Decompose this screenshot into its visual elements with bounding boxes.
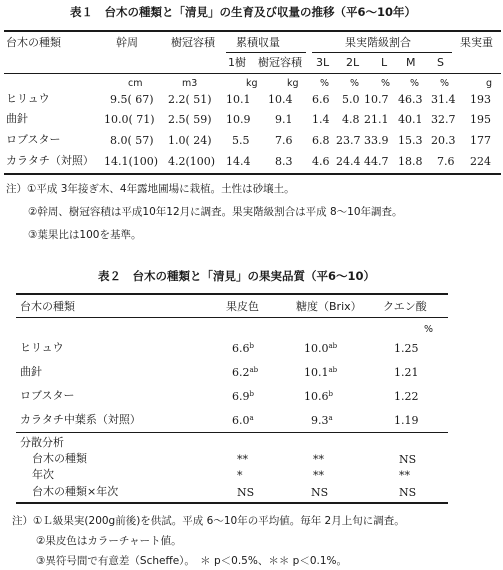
t1-unit-s: % bbox=[440, 78, 450, 89]
t1-cell-s: 20.3 bbox=[431, 134, 456, 147]
t1-header-grade: 果実階級割合 bbox=[345, 36, 411, 49]
t1-header-weight: 果実重 bbox=[460, 36, 493, 49]
t1-cell-m: 40.1 bbox=[398, 113, 423, 126]
t1-header-rule bbox=[4, 73, 501, 74]
t1-cell-canopy: 4.2(100) bbox=[168, 155, 216, 168]
t1-header-grade-2l: 2L bbox=[346, 56, 360, 69]
t1-bottom-rule bbox=[4, 173, 501, 175]
t2-header-acid: クエン酸 bbox=[383, 300, 427, 313]
t2-cell-brix: 10.6$^b$ bbox=[304, 390, 333, 403]
t1-cell-2l: 5.0 bbox=[342, 93, 360, 106]
t1-unit-yield1: kg bbox=[246, 78, 258, 89]
t2-anova-acid: NS bbox=[399, 453, 417, 466]
t2-row-name: 曲針 bbox=[20, 365, 42, 378]
t1-cell-yield2: 10.4 bbox=[268, 93, 293, 106]
t2-anova-brix: ** bbox=[313, 453, 324, 466]
t1-unit-m: % bbox=[410, 78, 420, 89]
t1-cell-yield1: 10.1 bbox=[226, 93, 251, 106]
t1-cell-m: 46.3 bbox=[398, 93, 423, 106]
t1-cell-weight: 195 bbox=[470, 113, 491, 126]
t1-cell-m: 18.8 bbox=[398, 155, 423, 168]
t2-note-1: 注）①Ｌ級果実(200g前後)を供試。平成 6～10年の平均値。毎年 2月上旬に調査。 bbox=[12, 515, 405, 527]
table2-title: 表２ 台木の種類と「清見」の果実品質（平6～10） bbox=[98, 269, 376, 283]
t1-cell-3l: 6.6 bbox=[312, 93, 330, 106]
t1-grade-subrule bbox=[312, 52, 452, 53]
t1-cell-s: 32.7 bbox=[431, 113, 456, 126]
t1-cell-yield1: 10.9 bbox=[226, 113, 251, 126]
t2-header-brix: 糖度（Brix） bbox=[296, 300, 362, 313]
t1-cell-canopy: 2.5( 59) bbox=[168, 113, 212, 126]
t1-row-name: 曲針 bbox=[6, 112, 28, 125]
t2-cell-acid: 1.22 bbox=[394, 390, 419, 403]
t1-cell-2l: 23.7 bbox=[336, 134, 361, 147]
t1-cell-l: 10.7 bbox=[364, 93, 389, 106]
t1-cell-m: 15.3 bbox=[398, 134, 423, 147]
t1-cell-3l: 4.6 bbox=[312, 155, 330, 168]
t1-header-yield-canopy: 樹冠容積 bbox=[258, 56, 302, 69]
t1-cell-3l: 1.4 bbox=[312, 113, 330, 126]
t1-cell-s: 7.6 bbox=[437, 155, 455, 168]
t2-anova-acid: NS bbox=[399, 486, 417, 499]
t1-row-name: ヒリュウ bbox=[6, 92, 50, 105]
t2-cell-brix: 9.3$^a$ bbox=[311, 414, 333, 427]
t2-header-variety: 台木の種類 bbox=[20, 300, 75, 313]
t1-header-variety: 台木の種類 bbox=[6, 36, 61, 49]
t1-cell-weight: 193 bbox=[470, 93, 491, 106]
t1-unit-canopy: m3 bbox=[182, 78, 198, 89]
t2-note-2: ②果皮色はカラーチャート値。 bbox=[36, 535, 182, 547]
t2-cell-acid: 1.19 bbox=[394, 414, 419, 427]
t1-cell-3l: 6.8 bbox=[312, 134, 330, 147]
t1-yield-subrule bbox=[226, 52, 306, 53]
t1-header-grade-m: M bbox=[406, 56, 416, 69]
t1-row-name: カラタチ（対照） bbox=[6, 154, 94, 167]
t2-header-rule bbox=[16, 317, 448, 318]
t2-anova-color: NS bbox=[237, 486, 255, 499]
t1-cell-trunk: 10.0( 71) bbox=[104, 113, 155, 126]
table1-top-rule bbox=[4, 30, 501, 32]
t2-anova-title: 分散分析 bbox=[20, 436, 64, 449]
t1-cell-trunk: 14.1(100) bbox=[104, 155, 159, 168]
t1-cell-2l: 4.8 bbox=[342, 113, 360, 126]
t2-cell-brix: 10.0$^{ab}$ bbox=[304, 342, 338, 355]
t2-anova-color: ** bbox=[237, 453, 248, 466]
table2-top-rule bbox=[16, 293, 448, 295]
t1-header-grade-3l: 3L bbox=[316, 56, 330, 69]
t1-note-2: ②幹周、樹冠容積は平成10年12月に調査。果実階級割合は平成 8～10年調査。 bbox=[28, 206, 403, 218]
t2-unit-acid: % bbox=[424, 324, 434, 335]
t1-note-3: ③葉果比は100を基準。 bbox=[28, 229, 142, 241]
t2-cell-color: 6.6$^b$ bbox=[232, 342, 254, 355]
t2-row-name: カラタチ中葉系（対照） bbox=[20, 413, 141, 426]
t2-cell-acid: 1.21 bbox=[394, 366, 419, 379]
t1-cell-l: 44.7 bbox=[364, 155, 389, 168]
t1-cell-l: 21.1 bbox=[364, 113, 389, 126]
t2-cell-color: 6.2$^{ab}$ bbox=[232, 366, 259, 379]
t1-header-canopy: 樹冠容積 bbox=[171, 36, 215, 49]
table1-title: 表１ 台木の種類と「清見」の生育及び収量の推移（平6～10年） bbox=[70, 5, 417, 19]
t2-anova-name: 台木の種類×年次 bbox=[32, 485, 119, 498]
t2-cell-color: 6.0$^a$ bbox=[232, 414, 254, 427]
t2-row-name: ロブスター bbox=[20, 389, 75, 402]
t1-unit-weight: g bbox=[486, 78, 493, 89]
t1-cell-weight: 224 bbox=[470, 155, 491, 168]
t1-header-grade-s: S bbox=[437, 56, 444, 69]
t1-unit-trunk: cm bbox=[128, 78, 143, 89]
t1-header-yield: 累積収量 bbox=[236, 36, 280, 49]
t1-cell-l: 33.9 bbox=[364, 134, 389, 147]
t2-cell-acid: 1.25 bbox=[394, 342, 419, 355]
t1-row-name: ロブスター bbox=[6, 133, 61, 146]
t1-cell-canopy: 1.0( 24) bbox=[168, 134, 212, 147]
t1-cell-yield2: 9.1 bbox=[275, 113, 293, 126]
t1-unit-2l: % bbox=[350, 78, 360, 89]
t1-cell-weight: 177 bbox=[470, 134, 491, 147]
t1-header-yield-per-tree: 1樹 bbox=[228, 56, 246, 69]
t1-unit-l: % bbox=[381, 78, 391, 89]
t2-anova-acid: ** bbox=[399, 469, 410, 482]
t1-cell-yield2: 7.6 bbox=[275, 134, 293, 147]
t1-cell-canopy: 2.2( 51) bbox=[168, 93, 212, 106]
t2-anova-brix: NS bbox=[311, 486, 329, 499]
t2-note-3: ③異符号間で有意差（Scheffe）。 ＊ p＜0.5%、＊＊ p＜0.1%。 bbox=[36, 555, 348, 567]
t2-header-color: 果皮色 bbox=[226, 300, 259, 313]
t2-anova-brix: ** bbox=[313, 469, 324, 482]
t1-cell-trunk: 8.0( 57) bbox=[110, 134, 154, 147]
t1-cell-yield2: 8.3 bbox=[275, 155, 293, 168]
t2-row-name: ヒリュウ bbox=[20, 341, 64, 354]
t1-unit-yield2: kg bbox=[287, 78, 299, 89]
t2-bottom-rule bbox=[16, 502, 448, 504]
t1-unit-3l: % bbox=[320, 78, 330, 89]
t1-header-trunk: 幹周 bbox=[116, 36, 138, 49]
t2-anova-color: * bbox=[237, 469, 243, 482]
t1-note-1: 注）①平成 3年接ぎ木、4年露地圃場に栽植。土性は砂壌土。 bbox=[6, 183, 295, 195]
t2-anova-rule bbox=[16, 432, 448, 433]
t1-cell-yield1: 14.4 bbox=[226, 155, 251, 168]
t1-cell-trunk: 9.5( 67) bbox=[110, 93, 154, 106]
t1-cell-s: 31.4 bbox=[431, 93, 456, 106]
t1-cell-yield1: 5.5 bbox=[232, 134, 250, 147]
t2-anova-name: 年次 bbox=[32, 468, 54, 481]
t1-cell-2l: 24.4 bbox=[336, 155, 361, 168]
t2-cell-brix: 10.1$^{ab}$ bbox=[304, 366, 338, 379]
t1-header-grade-l: L bbox=[381, 56, 388, 69]
t2-anova-name: 台木の種類 bbox=[32, 452, 87, 465]
t2-cell-color: 6.9$^b$ bbox=[232, 390, 254, 403]
